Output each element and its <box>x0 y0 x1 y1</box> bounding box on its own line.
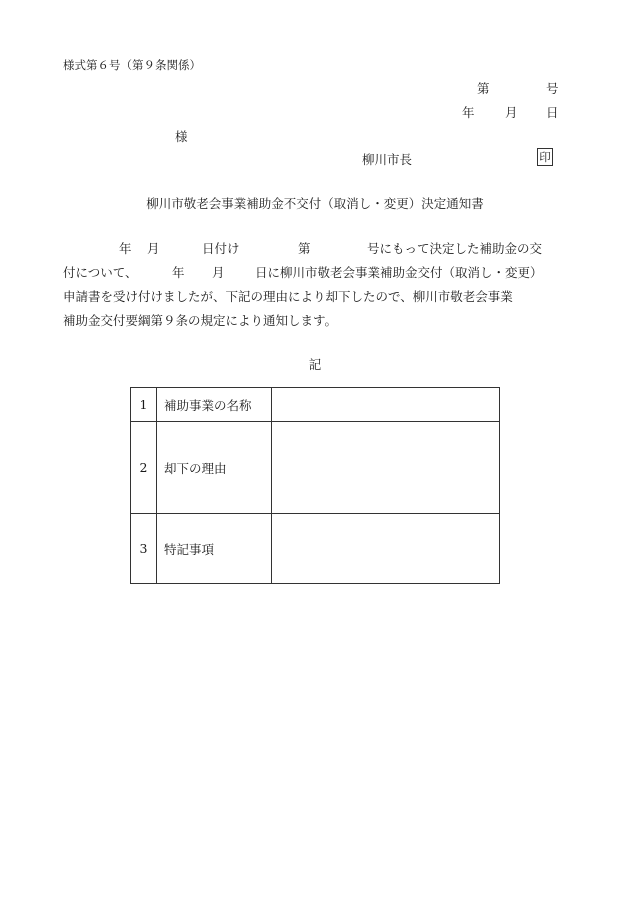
addressee-honorific: 様 <box>175 129 188 144</box>
row-label: 補助事業の名称 <box>157 388 272 422</box>
date-year-label: 年 <box>462 105 475 120</box>
document-title: 柳川市敬老会事業補助金不交付（取消し・変更）決定通知書 <box>146 196 484 211</box>
form-number: 様式第６号（第９条関係） <box>63 58 201 72</box>
body-line-4: 補助金交付要綱第９条の規定により通知します。 <box>63 313 338 328</box>
body-number-prefix: 第 <box>298 241 311 256</box>
table-row <box>131 422 500 514</box>
table-row <box>131 388 500 422</box>
row-value <box>272 514 500 584</box>
table-row <box>131 514 500 584</box>
row-number: 3 <box>131 514 157 584</box>
document-number-prefix: 第 <box>477 81 490 96</box>
body-year-label-2: 年 <box>172 265 185 280</box>
body-line-2-pre: 付について、 <box>63 265 138 280</box>
date-month-label: 月 <box>505 105 518 120</box>
sender-name: 柳川市長 <box>362 152 413 167</box>
body-line-3: 申請書を受け付けましたが、下記の理由により却下したので、柳川市敬老会事業 <box>63 289 513 304</box>
row-label: 特記事項 <box>157 514 272 584</box>
row-number: 1 <box>131 388 157 422</box>
body-line-2-rest: 日に柳川市敬老会事業補助金交付（取消し・変更） <box>255 265 543 280</box>
seal-stamp: 印 <box>537 148 553 166</box>
ki-heading: 記 <box>308 357 322 372</box>
body-day-label: 日付け <box>202 241 240 256</box>
row-value <box>272 388 500 422</box>
row-label: 却下の理由 <box>157 422 272 514</box>
details-table <box>130 387 500 584</box>
row-number: 2 <box>131 422 157 514</box>
body-line-1-rest: 号にもって決定した補助金の交 <box>367 241 543 256</box>
row-value <box>272 422 500 514</box>
body-month-label-2: 月 <box>212 265 225 280</box>
body-month-label: 月 <box>147 241 160 256</box>
date-day-label: 日 <box>546 105 559 120</box>
body-year-label: 年 <box>119 241 132 256</box>
document-number-suffix: 号 <box>546 81 559 96</box>
